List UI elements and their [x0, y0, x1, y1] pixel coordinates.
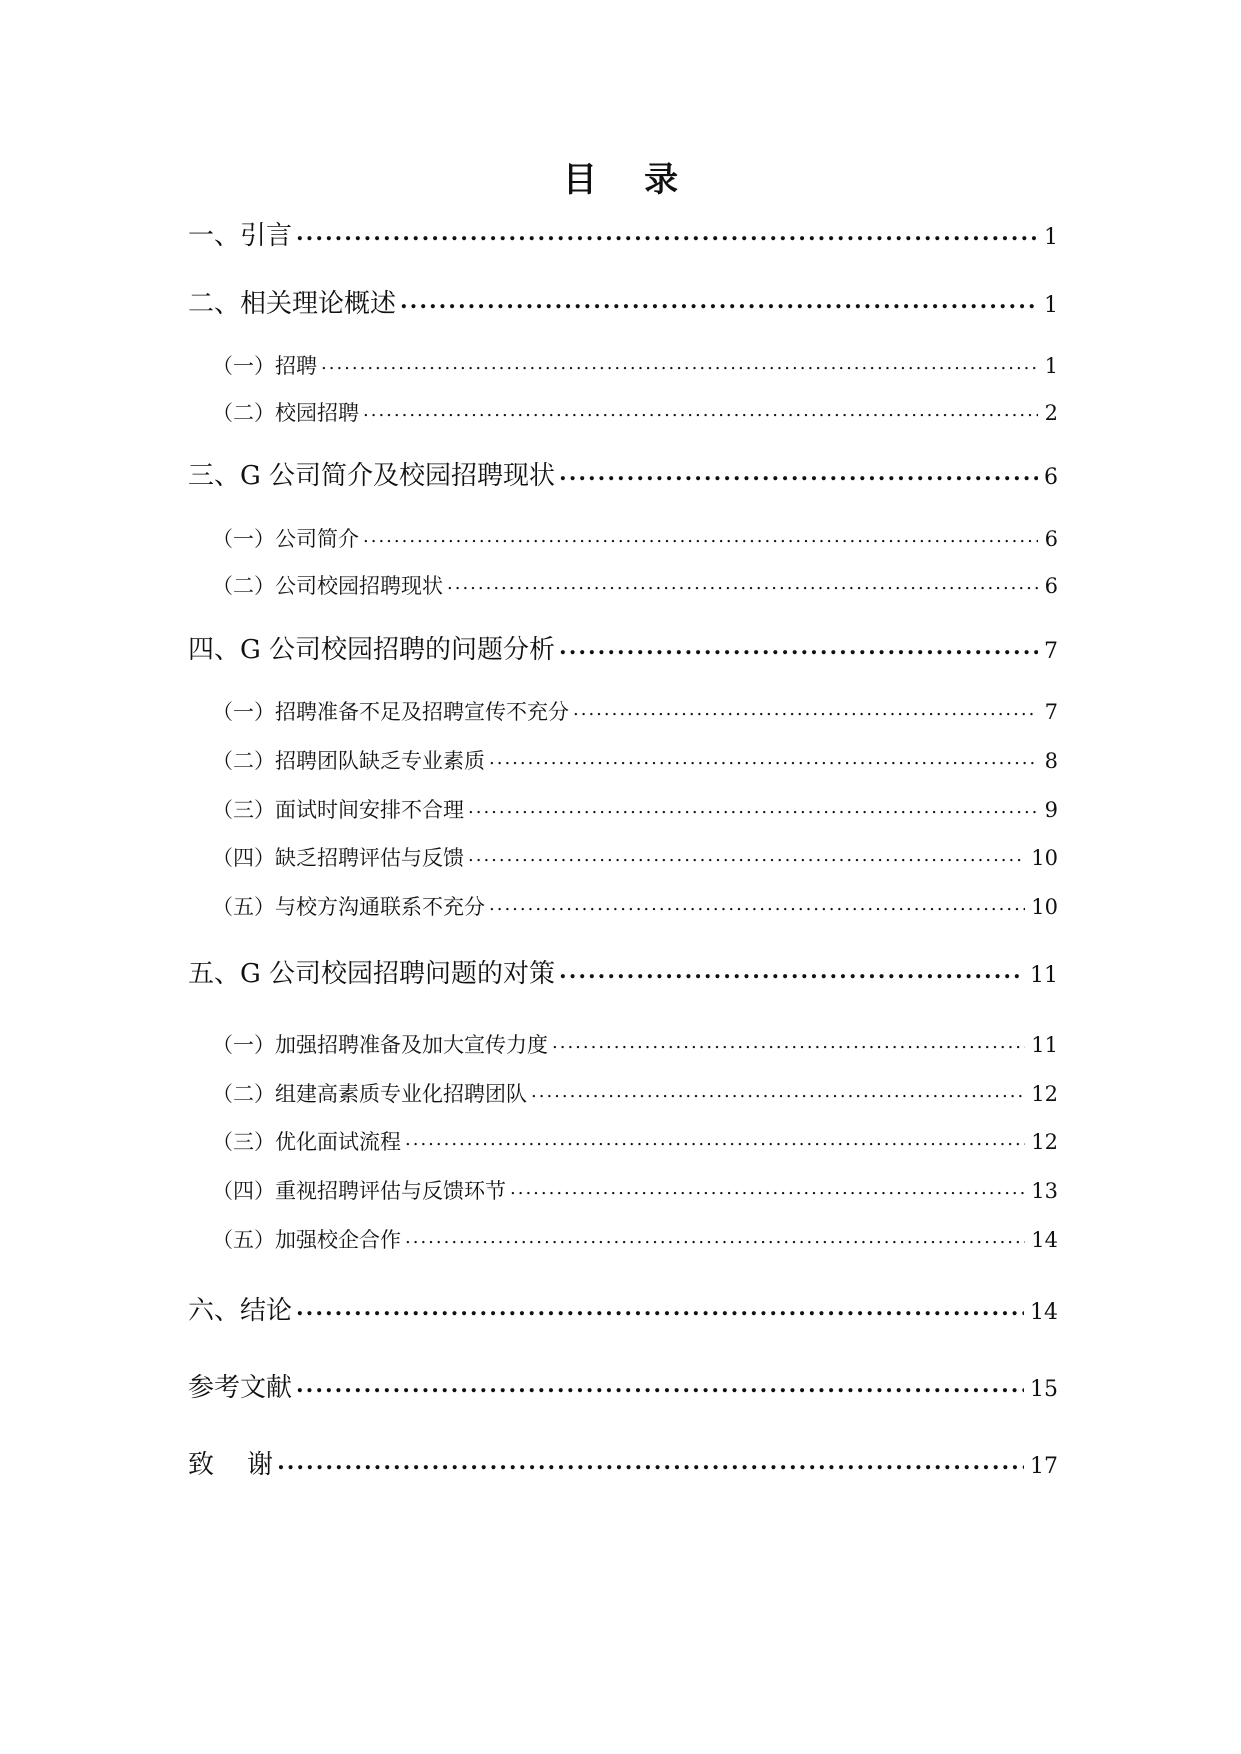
- toc-entry-label: （二）招聘团队缺乏专业素质: [212, 749, 485, 773]
- toc-page-number: 10: [1031, 895, 1058, 919]
- toc-entry-label: 六、结论: [188, 1296, 293, 1326]
- toc-entry-label: 致 谢: [188, 1450, 274, 1480]
- toc-entry[interactable]: [212, 697, 1058, 727]
- dot-leader: [363, 399, 1038, 420]
- toc-page-number: 17: [1030, 1454, 1058, 1479]
- toc-entry-label: （二）校园招聘: [212, 401, 359, 425]
- toc-entry[interactable]: [188, 1370, 1058, 1408]
- dot-leader: [321, 352, 1038, 373]
- toc-page-number: 6: [1044, 465, 1058, 490]
- dot-leader: [468, 796, 1038, 817]
- toc-entry[interactable]: [188, 632, 1058, 670]
- toc-entry-label: （一）招聘准备不足及招聘宣传不充分: [212, 700, 569, 724]
- toc-page-number: 14: [1031, 1228, 1058, 1252]
- toc-entry[interactable]: [212, 398, 1058, 428]
- toc-entry[interactable]: [212, 1225, 1058, 1255]
- toc-entry-label: 五、G 公司校园招聘问题的对策: [188, 959, 556, 989]
- toc-entry-label: 参考文献: [188, 1373, 293, 1403]
- page-title: 目 录: [562, 160, 679, 200]
- dot-leader: [489, 747, 1038, 768]
- toc-entry[interactable]: [212, 351, 1058, 381]
- toc-entry[interactable]: [212, 843, 1058, 873]
- toc-page-number: 10: [1031, 846, 1058, 870]
- toc-page-number: 11: [1030, 963, 1058, 988]
- dot-leader: [400, 286, 1038, 312]
- toc-entry-label: （四）重视招聘评估与反馈环节: [212, 1179, 506, 1203]
- toc-entry-label: 四、G 公司校园招聘的问题分析: [188, 635, 556, 665]
- toc-entry-label: （三）优化面试流程: [212, 1130, 401, 1154]
- dot-leader: [573, 698, 1038, 719]
- toc-entry-label: （一）公司简介: [212, 527, 359, 551]
- toc-entry[interactable]: [212, 795, 1058, 825]
- dot-leader: [363, 525, 1038, 546]
- toc-entry[interactable]: [212, 571, 1058, 601]
- dot-leader: [296, 1370, 1024, 1396]
- toc-page-number: 12: [1031, 1082, 1058, 1106]
- toc-page-number: 7: [1044, 700, 1058, 724]
- dot-leader: [559, 458, 1038, 484]
- toc-page-number: 6: [1044, 574, 1058, 598]
- dot-leader: [559, 956, 1024, 982]
- toc-entry[interactable]: [188, 458, 1058, 496]
- dot-leader: [489, 893, 1025, 914]
- toc-entry[interactable]: [212, 1127, 1058, 1157]
- dot-leader: [559, 632, 1038, 658]
- dot-leader: [296, 1293, 1024, 1319]
- toc-entry[interactable]: [188, 956, 1058, 994]
- dot-leader: [468, 844, 1025, 865]
- toc-entry-label: （三）面试时间安排不合理: [212, 798, 464, 822]
- toc-page-number: 12: [1031, 1130, 1058, 1154]
- dot-leader: [552, 1031, 1025, 1052]
- toc-page-number: 6: [1044, 527, 1058, 551]
- toc-entry-label: （一）加强招聘准备及加大宣传力度: [212, 1033, 548, 1057]
- toc-entry[interactable]: [188, 1447, 1058, 1485]
- toc-entry[interactable]: [212, 1079, 1058, 1109]
- toc-entry[interactable]: [212, 1030, 1058, 1060]
- toc-entry-label: （二）公司校园招聘现状: [212, 574, 443, 598]
- toc-entry-label: （四）缺乏招聘评估与反馈: [212, 846, 464, 870]
- toc-entry[interactable]: [212, 892, 1058, 922]
- dot-leader: [405, 1128, 1025, 1149]
- toc-page-number: 1: [1044, 225, 1058, 250]
- toc-page-number: 8: [1044, 749, 1058, 773]
- toc-entry[interactable]: [212, 524, 1058, 554]
- toc-page-number: 15: [1030, 1377, 1058, 1402]
- toc-entry-label: （一）招聘: [212, 354, 317, 378]
- toc-page-number: 1: [1044, 354, 1058, 378]
- toc-entry[interactable]: [188, 1293, 1058, 1331]
- toc-entry[interactable]: [188, 286, 1058, 324]
- toc-page-number: 13: [1031, 1179, 1058, 1203]
- toc-page-number: 1: [1044, 293, 1058, 318]
- dot-leader: [405, 1226, 1025, 1247]
- toc-entry-label: （五）与校方沟通联系不充分: [212, 895, 485, 919]
- toc-page-number: 9: [1044, 798, 1058, 822]
- dot-leader: [296, 218, 1038, 244]
- toc-entry-label: （五）加强校企合作: [212, 1228, 401, 1252]
- toc-entry-label: 一、引言: [188, 221, 293, 251]
- dot-leader: [531, 1080, 1025, 1101]
- toc-page-number: 14: [1030, 1300, 1058, 1325]
- toc-entry[interactable]: [212, 746, 1058, 776]
- toc-entry-label: 二、相关理论概述: [188, 289, 397, 319]
- toc-entry[interactable]: [212, 1176, 1058, 1206]
- toc-entry[interactable]: [188, 218, 1058, 256]
- toc-page-number: 11: [1031, 1033, 1058, 1057]
- dot-leader: [510, 1177, 1025, 1198]
- dot-leader: [447, 572, 1038, 593]
- dot-leader: [277, 1447, 1024, 1473]
- toc-entry-label: （二）组建高素质专业化招聘团队: [212, 1082, 527, 1106]
- toc-page-number: 7: [1044, 639, 1058, 664]
- toc-page-number: 2: [1044, 401, 1058, 425]
- toc-entry-label: 三、G 公司简介及校园招聘现状: [188, 461, 556, 491]
